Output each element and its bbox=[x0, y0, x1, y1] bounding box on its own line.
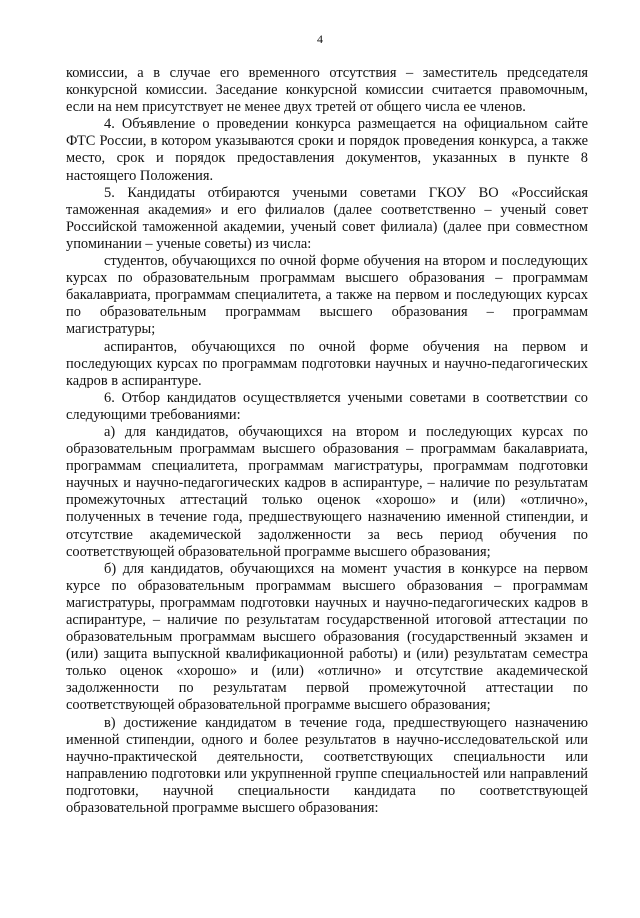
paragraph-commission-quorum: комиссии, а в случае его временного отсутствия – заместитель председателя конкурсной комиссии. Заседание конкурсной комиссии считается правомочным, если на нем присутствует не менее двух третей от общего числа ее членов. bbox=[66, 65, 588, 116]
paragraph-students: студентов, обучающихся по очной форме обучения на втором и последующих курсах по образовательным программам высшего образования – программам бакалавриата, программам специалитета, а также на первом и последующих курсах по образовательным программам высшего образования – программам магистратуры; bbox=[66, 253, 588, 338]
paragraph-postgraduates: аспирантов, обучающихся по очной форме обучения на первом и последующих курсах по программам подготовки научных и научно-педагогических кадров в аспирантуре. bbox=[66, 338, 588, 389]
paragraph-6v-requirement: в) достижение кандидатом в течение года, предшествующего назначению именной стипендии, одного и более результатов в научно-исследовательской или научно-практической деятельности, соответствующих специальности или направлению подготовки или укрупненной группе специальностей или направлений подготовки, научной специальности кандидата по соответствующей образовательной программе высшего образования: bbox=[66, 714, 588, 817]
paragraph-6-selection: 6. Отбор кандидатов осуществляется учеными советами в соответствии со следующими требованиями: bbox=[66, 389, 588, 423]
paragraph-6b-requirement: б) для кандидатов, обучающихся на момент участия в конкурсе на первом курсе по образовательным программам высшего образования – программам магистратуры, программам подготовки научных и научно-педагогических кадров в аспирантуре, – наличие по результатам государственной итоговой аттестации по образовательным программам высшего образования (государственный экзамен и (или) защита выпускной квалификационной работы) и (или) результатам семестра только оценок «хорошо» и (или) «отлично» и отсутствие академической задолженности по результатам первой промежуточной аттестации по соответствующей образовательной программе высшего образования; bbox=[66, 560, 588, 714]
paragraph-5-candidates: 5. Кандидаты отбираются учеными советами ГКОУ ВО «Российская таможенная академия» и его филиалов (далее соответственно – ученый совет Российской таможенной академии, ученый совет филиала) (далее при совместном упоминании – ученые советы) из числа: bbox=[66, 184, 588, 252]
paragraph-6a-requirement: а) для кандидатов, обучающихся на втором и последующих курсах по образовательным программам высшего образования – программам бакалавриата, программам специалитета, программам магистратуры, программам подготовки научных и научно-педагогических кадров в аспирантуре, – наличие по результатам промежуточных аттестаций только оценок «хорошо» и (или) «отлично», полученных в течение года, предшествующего назначению именной стипендии, и отсутствие академической задолженности за весь период обучения по соответствующей образовательной программе высшего образования; bbox=[66, 423, 588, 560]
page-number: 4 bbox=[317, 32, 323, 46]
paragraph-4-announcement: 4. Объявление о проведении конкурса размещается на официальном сайте ФТС России, в котором указываются сроки и порядок проведения конкурса, а также место, срок и порядок предоставления документов, указанных в пункте 8 настоящего Положения. bbox=[66, 116, 588, 184]
document-body bbox=[66, 65, 588, 817]
